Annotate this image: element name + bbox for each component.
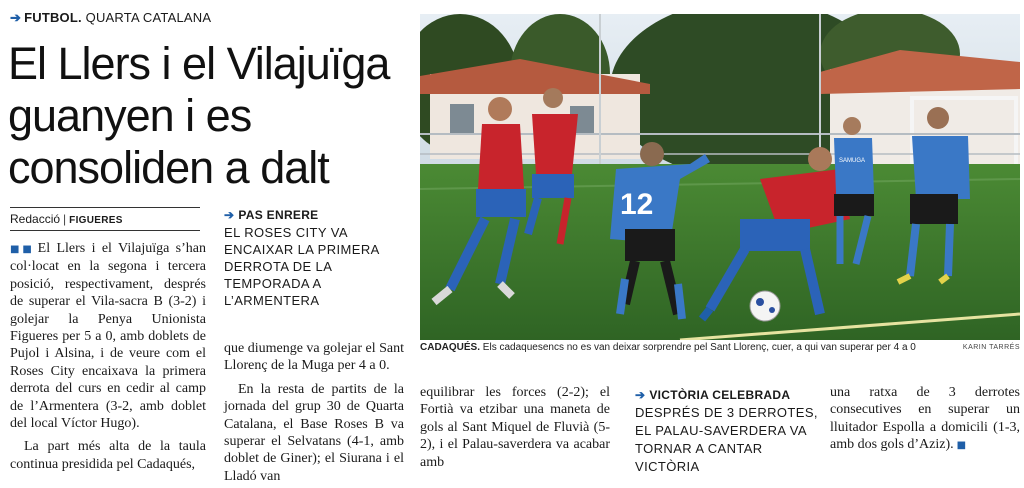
byline-place: FIGUERES bbox=[69, 215, 123, 226]
football-match-image bbox=[420, 14, 1020, 340]
sidebar-text: DESPRÉS DE 3 DERROTES, EL PALAU-SAVERDERA VA TORNAR A CANTAR VICTÒRIA bbox=[635, 405, 818, 474]
byline-separator: | bbox=[63, 212, 67, 226]
paragraph-text: El Llers i el Vilajuïga s’han col·locat en la segona i tercera posició, respectivament, després de superar el Vila-sacra B (3-2) i golejar la Penya Unionista Figueres per 5 a 0, amb doblets de Pujol i Alsina, i de veure com el Roses City encaixava la primera derrota del curs en cedir al camp de l’Armentera (3-2, amb doblet del local Víctor Hugo). bbox=[10, 241, 206, 432]
kicker-section: FUTBOL. bbox=[24, 10, 82, 25]
end-square-icon: ■ bbox=[956, 440, 967, 452]
section-kicker bbox=[10, 10, 211, 26]
match-photo bbox=[420, 14, 1020, 340]
sidebar-label-text: PAS ENRERE bbox=[238, 208, 319, 222]
sidebar-text: EL ROSES CITY VA ENCAIXAR LA PRIMERA DERROTA DE LA TEMPORADA A L’ARMENTERA bbox=[224, 225, 379, 308]
headline: El Llers i el Vilajuïga guanyen i es consoliden a dalt bbox=[8, 38, 390, 193]
sidebar-victoria-celebrada bbox=[635, 388, 825, 476]
article-paragraph: En la resta de partits de la jornada del grup 30 de Quarta Catalana, el Base Roses B va superar el Selvatans (4-1, amb doblet de Giner); el Siurana i el Lladó van bbox=[224, 381, 404, 484]
photo-caption bbox=[420, 342, 1020, 353]
caption-lead: CADAQUÉS. bbox=[420, 342, 481, 353]
arrow-right-icon: ➔ bbox=[224, 208, 235, 222]
arrow-right-icon: ➔ bbox=[635, 388, 646, 402]
article-paragraph bbox=[830, 384, 1020, 455]
square-bullet-icon: ■■ bbox=[10, 244, 35, 255]
article-column-3 bbox=[420, 384, 610, 477]
article-column-2 bbox=[224, 340, 404, 488]
article-paragraph: equilibrar les forces (2-2); el Fortià va etzibar una maneta de gols al Sant Miquel de Fluvià (5-2), i el Palau-saverdera va acabar amb bbox=[420, 385, 610, 470]
paragraph-text: una ratxa de 3 derrotes consecutives en superar un lluitador Espolla a domicili (1-3, amb dos gols d’Aziz). bbox=[830, 385, 1020, 453]
sidebar-label-text: VICTÒRIA CELEBRADA bbox=[649, 388, 791, 402]
kicker-subsection: QUARTA CATALANA bbox=[85, 10, 212, 25]
sidebar-label bbox=[635, 388, 825, 402]
divider bbox=[10, 230, 200, 231]
sidebar-pas-enrere bbox=[224, 208, 410, 309]
article-paragraph bbox=[10, 240, 206, 432]
article-column-4 bbox=[830, 384, 1020, 461]
byline bbox=[10, 212, 123, 226]
article-column-1 bbox=[10, 240, 206, 479]
arrow-right-icon: ➔ bbox=[10, 10, 22, 25]
article-paragraph: La part més alta de la taula continua presidida pel Cadaqués, bbox=[10, 439, 206, 472]
divider bbox=[10, 207, 200, 208]
caption-text: Els cadaquesencs no es van deixar sorprendre pel Sant Llorenç, cuer, a qui van superar per 4 a 0 bbox=[482, 342, 916, 353]
svg-text:SAMUGA: SAMUGA bbox=[839, 158, 866, 164]
sidebar-label bbox=[224, 208, 410, 222]
svg-text:12: 12 bbox=[620, 188, 654, 221]
article-paragraph: que diumenge va golejar el Sant Llorenç de la Muga per 4 a 0. bbox=[224, 341, 404, 374]
photo-credit: KARIN TARRÉS bbox=[962, 344, 1020, 351]
byline-author: Redacció bbox=[10, 212, 61, 226]
